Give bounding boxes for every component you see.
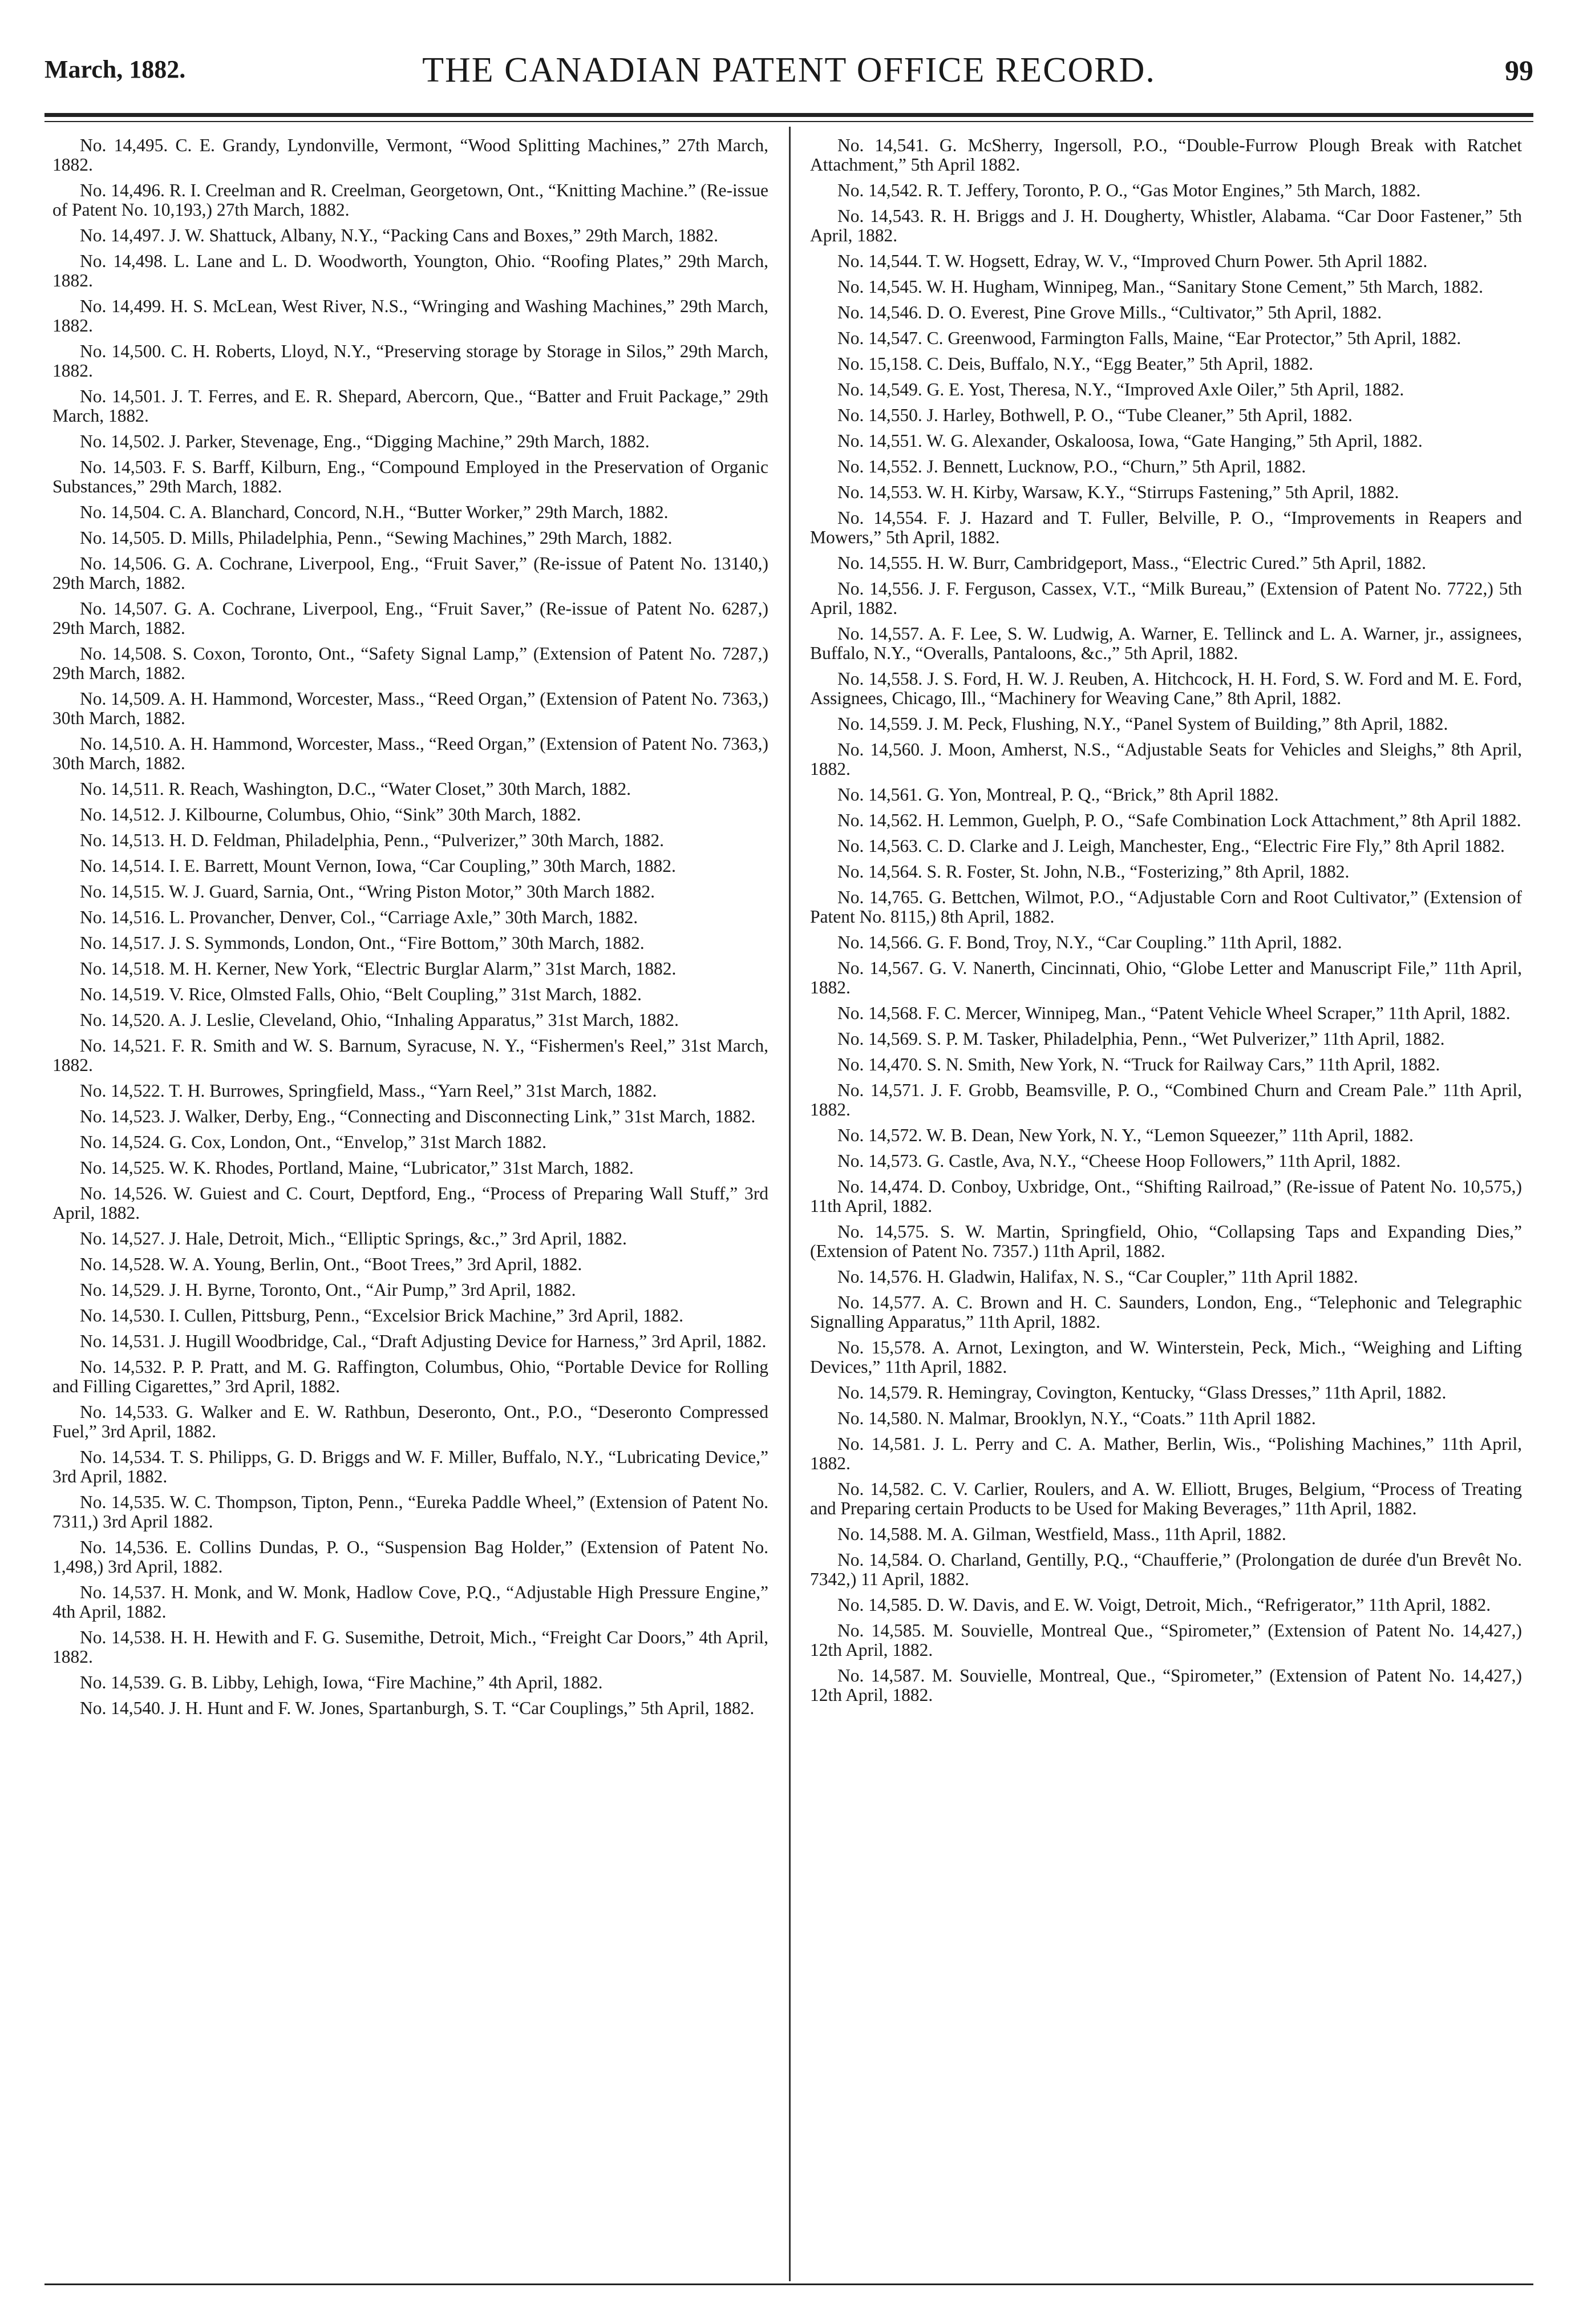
header-rule-thick <box>44 113 1533 117</box>
patent-entry: No. 14,543. R. H. Briggs and J. H. Dougherty, Whistler, Alabama. “Car Door Fastener,” 5th April, 1882. <box>810 206 1522 245</box>
patent-entry: No. 14,538. H. H. Hewith and F. G. Susemithe, Detroit, Mich., “Freight Car Doors,” 4th April, 1882. <box>52 1627 768 1667</box>
patent-entry: No. 14,530. I. Cullen, Pittsburg, Penn., “Excelsior Brick Machine,” 3rd April, 1882. <box>80 1306 684 1325</box>
patent-entry: No. 14,571. J. F. Grobb, Beamsville, P. O., “Combined Churn and Cream Pale.” 11th April, 1882. <box>810 1080 1522 1119</box>
patent-entry: No. 14,509. A. H. Hammond, Worcester, Mass., “Reed Organ,” (Extension of Patent No. 7363,) 30th March, 1882. <box>52 689 768 728</box>
left-column <box>52 136 768 2277</box>
patent-entry: No. 14,560. J. Moon, Amherst, N.S., “Adjustable Seats for Vehicles and Sleighs,” 8th April, 1882. <box>810 739 1522 779</box>
patent-entry: No. 14,523. J. Walker, Derby, Eng., “Connecting and Disconnecting Link,” 31st March, 1882. <box>80 1106 756 1126</box>
patent-entry: No. 14,551. W. G. Alexander, Oskaloosa, Iowa, “Gate Hanging,” 5th April, 1882. <box>837 431 1423 451</box>
patent-entry: No. 14,552. J. Bennett, Lucknow, P.O., “Churn,” 5th April, 1882. <box>837 456 1306 476</box>
patent-entry: No. 14,531. J. Hugill Woodbridge, Cal., “Draft Adjusting Device for Harness,” 3rd April, 1882. <box>80 1331 767 1351</box>
patent-entry: No. 14,554. F. J. Hazard and T. Fuller, Belville, P. O., “Improvements in Reapers and Mowers,” 5th April, 1882. <box>810 508 1522 547</box>
patent-entry: No. 14,498. L. Lane and L. D. Woodworth, Youngton, Ohio. “Roofing Plates,” 29th March, 1882. <box>52 251 768 290</box>
patent-entry: No. 14,566. G. F. Bond, Troy, N.Y., “Car Coupling.” 11th April, 1882. <box>837 932 1342 952</box>
patent-entry: No. 14,499. H. S. McLean, West River, N.S., “Wringing and Washing Machines,” 29th March, 1882. <box>52 296 768 336</box>
patent-entry: No. 14,572. W. B. Dean, New York, N. Y., “Lemon Squeezer,” 11th April, 1882. <box>837 1125 1414 1145</box>
patent-entry: No. 14,575. S. W. Martin, Springfield, Ohio, “Collapsing Taps and Expanding Dies,” (Extension of Patent No. 7357.) 11th April, 1882. <box>810 1222 1522 1261</box>
patent-entry: No. 14,541. G. McSherry, Ingersoll, P.O., “Double-Furrow Plough Break with Ratchet Attachment,” 5th April 1882. <box>810 136 1522 175</box>
patent-entry: No. 14,576. H. Gladwin, Halifax, N. S., “Car Coupler,” 11th April 1882. <box>837 1267 1358 1287</box>
patent-entry: No. 14,569. S. P. M. Tasker, Philadelphia, Penn., “Wet Pulverizer,” 11th April, 1882. <box>837 1029 1445 1049</box>
patent-entry: No. 14,573. G. Castle, Ava, N.Y., “Cheese Hoop Followers,” 11th April, 1882. <box>837 1151 1401 1171</box>
right-column <box>810 136 1522 2277</box>
patent-entry: No. 14,579. R. Hemingray, Covington, Kentucky, “Glass Dresses,” 11th April, 1882. <box>837 1383 1447 1403</box>
header-rule-thin <box>44 121 1533 122</box>
patent-entry: No. 14,534. T. S. Philipps, G. D. Briggs and W. F. Miller, Buffalo, N.Y., “Lubricating Device,” 3rd April, 1882. <box>52 1447 768 1486</box>
footer-rule <box>44 2283 1533 2285</box>
patent-entry: No. 14,547. C. Greenwood, Farmington Falls, Maine, “Ear Protector,” 5th April, 1882. <box>837 328 1461 348</box>
patent-entry: No. 14,512. J. Kilbourne, Columbus, Ohio, “Sink” 30th March, 1882. <box>80 805 581 824</box>
page-number: 99 <box>1505 54 1533 86</box>
patent-entry: No. 14,495. C. E. Grandy, Lyndonville, Vermont, “Wood Splitting Machines,” 27th March, 1882. <box>52 136 768 175</box>
patent-entry: No. 14,564. S. R. Foster, St. John, N.B., “Fosterizing,” 8th April, 1882. <box>837 862 1350 882</box>
patent-entry: No. 14,521. F. R. Smith and W. S. Barnum, Syracuse, N. Y., “Fishermen's Reel,” 31st March, 1882. <box>52 1036 768 1075</box>
patent-entry: No. 14,517. J. S. Symmonds, London, Ont., “Fire Bottom,” 30th March, 1882. <box>80 933 645 953</box>
patent-entry: No. 14,544. T. W. Hogsett, Edray, W. V., “Improved Churn Power. 5th April 1882. <box>837 251 1428 271</box>
patent-entry: No. 14,542. R. T. Jeffery, Toronto, P. O., “Gas Motor Engines,” 5th March, 1882. <box>837 180 1421 200</box>
patent-entry: No. 14,546. D. O. Everest, Pine Grove Mills., “Cultivator,” 5th April, 1882. <box>837 302 1382 322</box>
patent-entry: No. 14,584. O. Charland, Gentilly, P.Q., “Chaufferie,” (Prolongation de durée d'un Brevêt No. 7342,) 11 April, 1882. <box>810 1550 1522 1589</box>
patent-entry: No. 14,520. A. J. Leslie, Cleveland, Ohio, “Inhaling Apparatus,” 31st March, 1882. <box>80 1010 679 1030</box>
patent-entry: No. 14,518. M. H. Kerner, New York, “Electric Burglar Alarm,” 31st March, 1882. <box>80 959 677 979</box>
journal-title: THE CANADIAN PATENT OFFICE RECORD. <box>422 51 1156 90</box>
patent-entry: No. 14,522. T. H. Burrowes, Springfield, Mass., “Yarn Reel,” 31st March, 1882. <box>80 1081 657 1101</box>
patent-entry: No. 14,577. A. C. Brown and H. C. Saunders, London, Eng., “Telephonic and Telegraphic Signalling Apparatus,” 11th April, 1882. <box>810 1292 1522 1332</box>
column-divider <box>789 127 791 2281</box>
patent-entry: No. 14,496. R. I. Creelman and R. Creelman, Georgetown, Ont., “Knitting Machine.” (Re-issue of Patent No. 10,193,) 27th March, 1882. <box>52 180 768 220</box>
patent-entry: No. 14,555. H. W. Burr, Cambridgeport, Mass., “Electric Cured.” 5th April, 1882. <box>837 553 1426 573</box>
issue-date: March, 1882. <box>44 55 186 83</box>
patent-entry: No. 14,533. G. Walker and E. W. Rathbun, Deseronto, Ont., P.O., “Deseronto Compressed Fuel,” 3rd April, 1882. <box>52 1402 768 1441</box>
patent-entry: No. 14,515. W. J. Guard, Sarnia, Ont., “Wring Piston Motor,” 30th March 1882. <box>80 882 655 902</box>
patent-entry: No. 14,585. M. Souvielle, Montreal Que., “Spirometer,” (Extension of Patent No. 14,427,) 12th April, 1882. <box>810 1620 1522 1660</box>
patent-entry: No. 14,536. E. Collins Dundas, P. O., “Suspension Bag Holder,” (Extension of Patent No. 1,498,) 3rd April, 1882. <box>52 1537 768 1577</box>
patent-entry: No. 14,545. W. H. Hugham, Winnipeg, Man., “Sanitary Stone Cement,” 5th March, 1882. <box>837 277 1484 297</box>
patent-entry: No. 14,535. W. C. Thompson, Tipton, Penn., “Eureka Paddle Wheel,” (Extension of Patent No. 7311,) 3rd April 1882. <box>52 1492 768 1531</box>
patent-entry: No. 14,558. J. S. Ford, H. W. J. Reuben, A. Hitchcock, H. H. Ford, S. W. Ford and M. E. Ford, Assignees, Chicago, Ill., “Machinery for Weaving Cane,” 8th April, 1882. <box>810 669 1522 708</box>
patent-entry: No. 14,514. I. E. Barrett, Mount Vernon, Iowa, “Car Coupling,” 30th March, 1882. <box>80 856 676 876</box>
patent-entry: No. 14,504. C. A. Blanchard, Concord, N.H., “Butter Worker,” 29th March, 1882. <box>80 502 669 522</box>
patent-entry: No. 14,470. S. N. Smith, New York, N. “Truck for Railway Cars,” 11th April, 1882. <box>837 1054 1440 1074</box>
patent-entry: No. 14,561. G. Yon, Montreal, P. Q., “Brick,” 8th April 1882. <box>837 785 1279 805</box>
patent-entry: No. 14,537. H. Monk, and W. Monk, Hadlow Cove, P.Q., “Adjustable High Pressure Engine,” 4th April, 1882. <box>52 1582 768 1622</box>
patent-entry: No. 14,567. G. V. Nanerth, Cincinnati, Ohio, “Globe Letter and Manuscript File,” 11th April, 1882. <box>810 958 1522 997</box>
patent-entry: No. 14,562. H. Lemmon, Guelph, P. O., “Safe Combination Lock Attachment,” 8th April 1882. <box>837 810 1521 830</box>
patent-entry: No. 14,582. C. V. Carlier, Roulers, and A. W. Elliott, Bruges, Belgium, “Process of Treating and Preparing certain Products to be Used for Making Beverages,” 11th April, 1882. <box>810 1479 1522 1518</box>
patent-entry: No. 14,525. W. K. Rhodes, Portland, Maine, “Lubricator,” 31st March, 1882. <box>80 1158 634 1178</box>
page-header <box>44 50 1533 104</box>
patent-entry: No. 14,580. N. Malmar, Brooklyn, N.Y., “Coats.” 11th April 1882. <box>837 1408 1316 1428</box>
patent-entry: No. 14,526. W. Guiest and C. Court, Deptford, Eng., “Process of Preparing Wall Stuff,” 3rd April, 1882. <box>52 1183 768 1223</box>
patent-entry: No. 14,500. C. H. Roberts, Lloyd, N.Y., “Preserving storage by Storage in Silos,” 29th March, 1882. <box>52 341 768 381</box>
patent-entry: No. 14,516. L. Provancher, Denver, Col., “Carriage Axle,” 30th March, 1882. <box>80 907 638 927</box>
patent-entry: No. 14,559. J. M. Peck, Flushing, N.Y., “Panel System of Building,” 8th April, 1882. <box>837 714 1448 734</box>
patent-entry: No. 14,581. J. L. Perry and C. A. Mather, Berlin, Wis., “Polishing Machines,” 11th April, 1882. <box>810 1434 1522 1473</box>
patent-entry: No. 14,502. J. Parker, Stevenage, Eng., “Digging Machine,” 29th March, 1882. <box>80 431 650 451</box>
patent-entry: No. 14,553. W. H. Kirby, Warsaw, K.Y., “Stirrups Fastening,” 5th April, 1882. <box>837 482 1399 502</box>
patent-entry: No. 14,529. J. H. Byrne, Toronto, Ont., “Air Pump,” 3rd April, 1882. <box>80 1280 576 1300</box>
patent-entry: No. 15,158. C. Deis, Buffalo, N.Y., “Egg Beater,” 5th April, 1882. <box>837 354 1313 374</box>
patent-entry: No. 14,519. V. Rice, Olmsted Falls, Ohio, “Belt Coupling,” 31st March, 1882. <box>80 984 642 1004</box>
patent-entry: No. 14,510. A. H. Hammond, Worcester, Mass., “Reed Organ,” (Extension of Patent No. 7363,) 30th March, 1882. <box>52 734 768 773</box>
patent-entry: No. 14,549. G. E. Yost, Theresa, N.Y., “Improved Axle Oiler,” 5th April, 1882. <box>837 379 1404 399</box>
patent-entry: No. 14,474. D. Conboy, Uxbridge, Ont., “Shifting Railroad,” (Re-issue of Patent No. 10,575,) 11th April, 1882. <box>810 1177 1522 1216</box>
patent-entry: No. 14,765. G. Bettchen, Wilmot, P.O., “Adjustable Corn and Root Cultivator,” (Extension of Patent No. 8115,) 8th April, 1882. <box>810 887 1522 927</box>
patent-entry: No. 14,556. J. F. Ferguson, Cassex, V.T., “Milk Bureau,” (Extension of Patent No. 7722,) 5th April, 1882. <box>810 579 1522 618</box>
patent-entry: No. 14,540. J. H. Hunt and F. W. Jones, Spartanburgh, S. T. “Car Couplings,” 5th April, 1882. <box>80 1698 755 1718</box>
patent-entry: No. 14,588. M. A. Gilman, Westfield, Mass., 11th April, 1882. <box>837 1524 1286 1544</box>
patent-entry: No. 14,539. G. B. Libby, Lehigh, Iowa, “Fire Machine,” 4th April, 1882. <box>80 1672 603 1692</box>
patent-entry: No. 14,587. M. Souvielle, Montreal, Que., “Spirometer,” (Extension of Patent No. 14,427,) 12th April, 1882. <box>810 1666 1522 1705</box>
patent-entry: No. 14,506. G. A. Cochrane, Liverpool, Eng., “Fruit Saver,” (Re-issue of Patent No. 13140,) 29th March, 1882. <box>52 553 768 593</box>
patent-entry: No. 14,550. J. Harley, Bothwell, P. O., “Tube Cleaner,” 5th April, 1882. <box>837 405 1353 425</box>
patent-entry: No. 14,507. G. A. Cochrane, Liverpool, Eng., “Fruit Saver,” (Re-issue of Patent No. 6287,) 29th March, 1882. <box>52 599 768 638</box>
patent-entry: No. 14,503. F. S. Barff, Kilburn, Eng., “Compound Employed in the Preservation of Organic Substances,” 29th March, 1882. <box>52 457 768 496</box>
patent-entry: No. 14,585. D. W. Davis, and E. W. Voigt, Detroit, Mich., “Refrigerator,” 11th April, 1882. <box>837 1595 1491 1615</box>
patent-entry: No. 14,568. F. C. Mercer, Winnipeg, Man., “Patent Vehicle Wheel Scraper,” 11th April, 1882. <box>837 1003 1511 1023</box>
patent-entry: No. 14,511. R. Reach, Washington, D.C., “Water Closet,” 30th March, 1882. <box>80 779 631 799</box>
patent-entry: No. 14,513. H. D. Feldman, Philadelphia, Penn., “Pulverizer,” 30th March, 1882. <box>80 830 665 850</box>
patent-entry: No. 14,497. J. W. Shattuck, Albany, N.Y., “Packing Cans and Boxes,” 29th March, 1882. <box>80 225 719 245</box>
patent-entry: No. 14,532. P. P. Pratt, and M. G. Raffington, Columbus, Ohio, “Portable Device for Rolling and Filling Cigarettes,” 3rd April, 1882. <box>52 1357 768 1396</box>
patent-entry: No. 14,527. J. Hale, Detroit, Mich., “Elliptic Springs, &c.,” 3rd April, 1882. <box>80 1228 627 1248</box>
patent-entry: No. 14,501. J. T. Ferres, and E. R. Shepard, Abercorn, Que., “Batter and Fruit Package,” 29th March, 1882. <box>52 386 768 426</box>
patent-entry: No. 14,557. A. F. Lee, S. W. Ludwig, A. Warner, E. Tellinck and L. A. Warner, jr., assignees, Buffalo, N.Y., “Overalls, Pantaloons, &c.,” 5th April, 1882. <box>810 624 1522 663</box>
patent-entry: No. 14,505. D. Mills, Philadelphia, Penn., “Sewing Machines,” 29th March, 1882. <box>80 528 673 548</box>
patent-entry: No. 14,528. W. A. Young, Berlin, Ont., “Boot Trees,” 3rd April, 1882. <box>80 1254 582 1274</box>
patent-entry: No. 14,524. G. Cox, London, Ont., “Envelop,” 31st March 1882. <box>80 1132 547 1152</box>
patent-entry: No. 14,508. S. Coxon, Toronto, Ont., “Safety Signal Lamp,” (Extension of Patent No. 7287,) 29th March, 1882. <box>52 644 768 683</box>
patent-entry: No. 14,563. C. D. Clarke and J. Leigh, Manchester, Eng., “Electric Fire Fly,” 8th April 1882. <box>837 836 1505 856</box>
patent-entry: No. 15,578. A. Arnot, Lexington, and W. Winterstein, Peck, Mich., “Weighing and Lifting Devices,” 11th April, 1882. <box>810 1337 1522 1377</box>
